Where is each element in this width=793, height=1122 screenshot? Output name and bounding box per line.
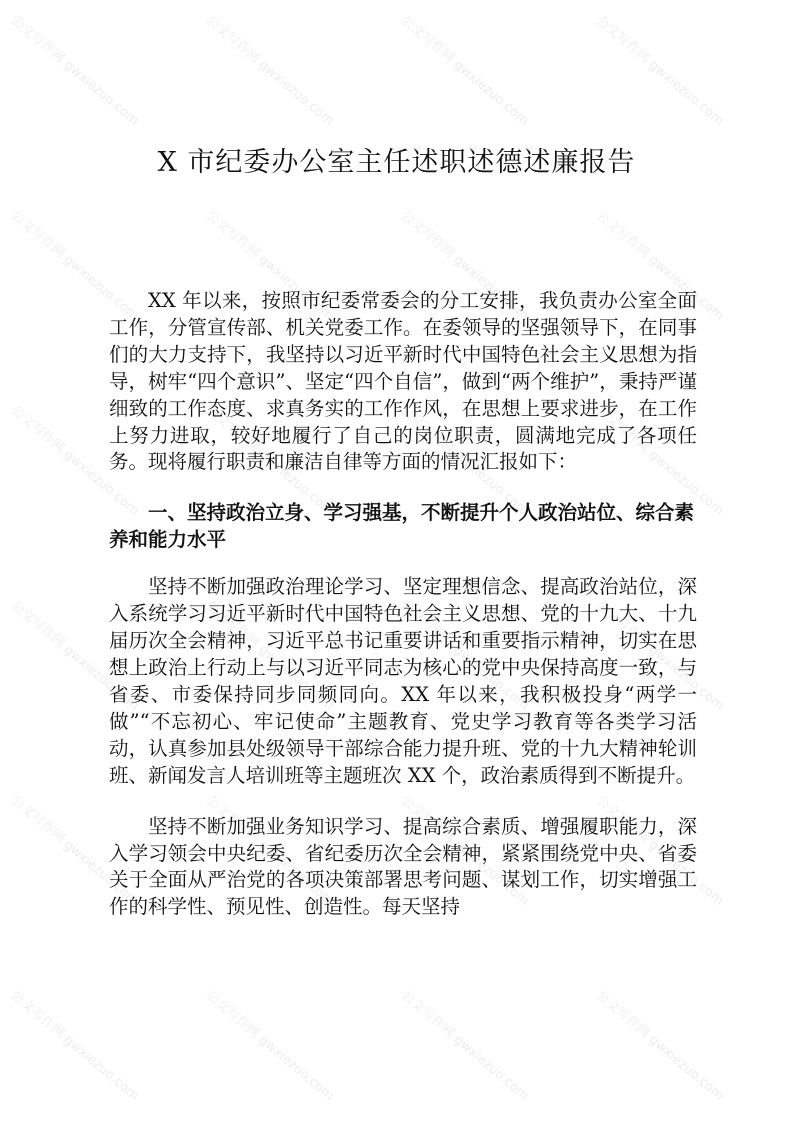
- intro-paragraph: XX 年以来，按照市纪委常委会的分工安排，我负责办公室全面工作，分管宣传部、机关党委工作。在委领导的坚强领导下，在同事们的大力支持下，我坚持以习近平新时代中国特色社会主义思想为指导，树牢“四个意识”、坚定“四个自信”，做到“两个维护”，秉持严谨细致的工作态度、求真务实的工作作风，在思想上要求进步，在工作上努力进取，较好地履行了自己的岗位职责，圆满地完成了各项任务。现将履行职责和廉洁自律等方面的情况汇报如下：: [109, 289, 697, 474]
- watermark-text: 公文写作网 gwxiezuo.com: [397, 793, 532, 909]
- watermark-text: 公文写作网 gwxiezuo.com: [592, 793, 727, 909]
- watermark-text: 公文写作网 gwxiezuo.com: [592, 988, 727, 1104]
- watermark-text: 公文写作网 gwxiezuo.com: [592, 403, 727, 519]
- watermark-text: 公文写作网 gwxiezuo.com: [7, 793, 142, 909]
- watermark-text: 公文写作网 gwxiezuo.com: [592, 13, 727, 129]
- watermark-text: 公文写作网 gwxiezuo.com: [7, 13, 142, 129]
- section1-paragraph-1: 坚持不断加强政治理论学习、坚定理想信念、提高政治站位，深入系统学习习近平新时代中国特色社会主义思想、党的十九大、十九届历次全会精神，习近平总书记重要讲话和重要指示精神，切实在思想上政治上行动上与以习近平同志为核心的党中央保持高度一致，与省委、市委保持同步同频同向。XX 年以来，我积极投身“两学一做”“不忘初心、牢记使命”主题教育、党史学习教育等各类学习活动，认真参加县处级领导干部综合能力提升班、党的十九大精神轮训班、新闻发言人培训班等主题班次 XX 个，政治素质得到不断提升。: [109, 575, 697, 787]
- watermark-text: 公文写作网 gwxiezuo.com: [7, 598, 142, 714]
- section1-paragraph-2: 坚持不断加强业务知识学习、提高综合素质、增强履职能力，深入学习领会中央纪委、省纪委历次全会精神，紧紧围绕党中央、省委关于全面从严治党的各项决策部署思考问题、谋划工作，切实增强工作的科学性、预见性、创造性。每天坚持: [109, 814, 697, 919]
- watermark-text: 公文写作网 gwxiezuo.com: [202, 793, 337, 909]
- page-title: X 市纪委办公室主任述职述德述廉报告: [157, 147, 636, 178]
- watermark-text: 公文写作网 gwxiezuo.com: [7, 208, 142, 324]
- watermark-text: 公文写作网 gwxiezuo.com: [202, 13, 337, 129]
- watermark-text: 公文写作网 gwxiezuo.com: [397, 988, 532, 1104]
- watermark-text: 公文写作网 gwxiezuo.com: [202, 403, 337, 519]
- watermark-text: 公文写作网 gwxiezuo.com: [7, 403, 142, 519]
- watermark-text: 公文写作网 gwxiezuo.com: [397, 403, 532, 519]
- watermark-text: 公文写作网 gwxiezuo.com: [202, 598, 337, 714]
- watermark-text: 公文写作网 gwxiezuo.com: [397, 598, 532, 714]
- watermark-text: 公文写作网 gwxiezuo.com: [397, 208, 532, 324]
- watermark-text: 公文写作网 gwxiezuo.com: [202, 988, 337, 1104]
- watermark-text: 公文写作网 gwxiezuo.com: [592, 208, 727, 324]
- watermark-text: 公文写作网 gwxiezuo.com: [397, 13, 532, 129]
- watermark-text: 公文写作网 gwxiezuo.com: [202, 208, 337, 324]
- watermark-text: 公文写作网 gwxiezuo.com: [592, 598, 727, 714]
- document-body: [109, 288, 697, 921]
- watermark-text: 公文写作网 gwxiezuo.com: [7, 988, 142, 1104]
- section-heading-1: 一、坚持政治立身、学习强基，不断提升个人政治站位、综合素养和能力水平: [109, 501, 695, 552]
